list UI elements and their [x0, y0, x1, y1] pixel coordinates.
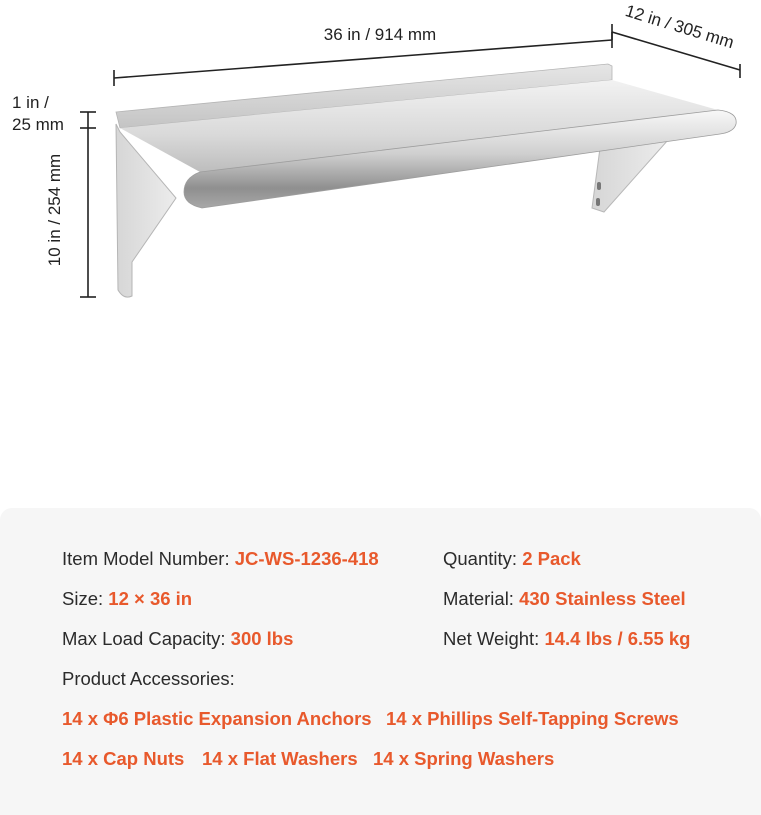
- model-number-label: Item Model Number:: [62, 548, 230, 569]
- model-number-value: JC-WS-1236-418: [234, 548, 379, 569]
- size-row: [62, 588, 192, 610]
- backsplash-label-line1: 1 in /: [12, 93, 49, 112]
- specifications-panel: [0, 508, 761, 815]
- material-value: 430 Stainless Steel: [519, 588, 686, 609]
- accessories-heading: Product Accessories:: [62, 668, 235, 689]
- model-number-row: [62, 548, 379, 570]
- material-label: Material:: [443, 588, 514, 609]
- quantity-row: [443, 548, 581, 570]
- quantity-label: Quantity:: [443, 548, 518, 569]
- net-weight-value: 14.4 lbs / 6.55 kg: [544, 628, 691, 649]
- size-label: Size:: [62, 588, 104, 609]
- height-dimension: [80, 112, 96, 297]
- backsplash-label-line2: 25 mm: [12, 115, 64, 134]
- accessory-item: 14 x Flat Washers: [202, 748, 358, 769]
- material-row: [443, 588, 686, 610]
- height-label: 10 in / 254 mm: [45, 153, 64, 267]
- load-capacity-row: [62, 628, 293, 650]
- net-weight-row: [443, 628, 690, 650]
- width-label: 36 in / 914 mm: [323, 25, 437, 44]
- accessory-item: 14 x Cap Nuts: [62, 748, 185, 769]
- shelf-illustration: [116, 64, 736, 297]
- depth-label: 12 in / 305 mm: [623, 1, 737, 53]
- accessory-item: 14 x Φ6 Plastic Expansion Anchors: [62, 708, 372, 729]
- quantity-value: 2 Pack: [522, 548, 581, 569]
- net-weight-label: Net Weight:: [443, 628, 540, 649]
- size-value: 12 × 36 in: [108, 588, 193, 609]
- accessory-item: 14 x Phillips Self-Tapping Screws: [386, 708, 679, 729]
- accessory-item: 14 x Spring Washers: [373, 748, 555, 769]
- load-capacity-label: Max Load Capacity:: [62, 628, 226, 649]
- load-capacity-value: 300 lbs: [230, 628, 294, 649]
